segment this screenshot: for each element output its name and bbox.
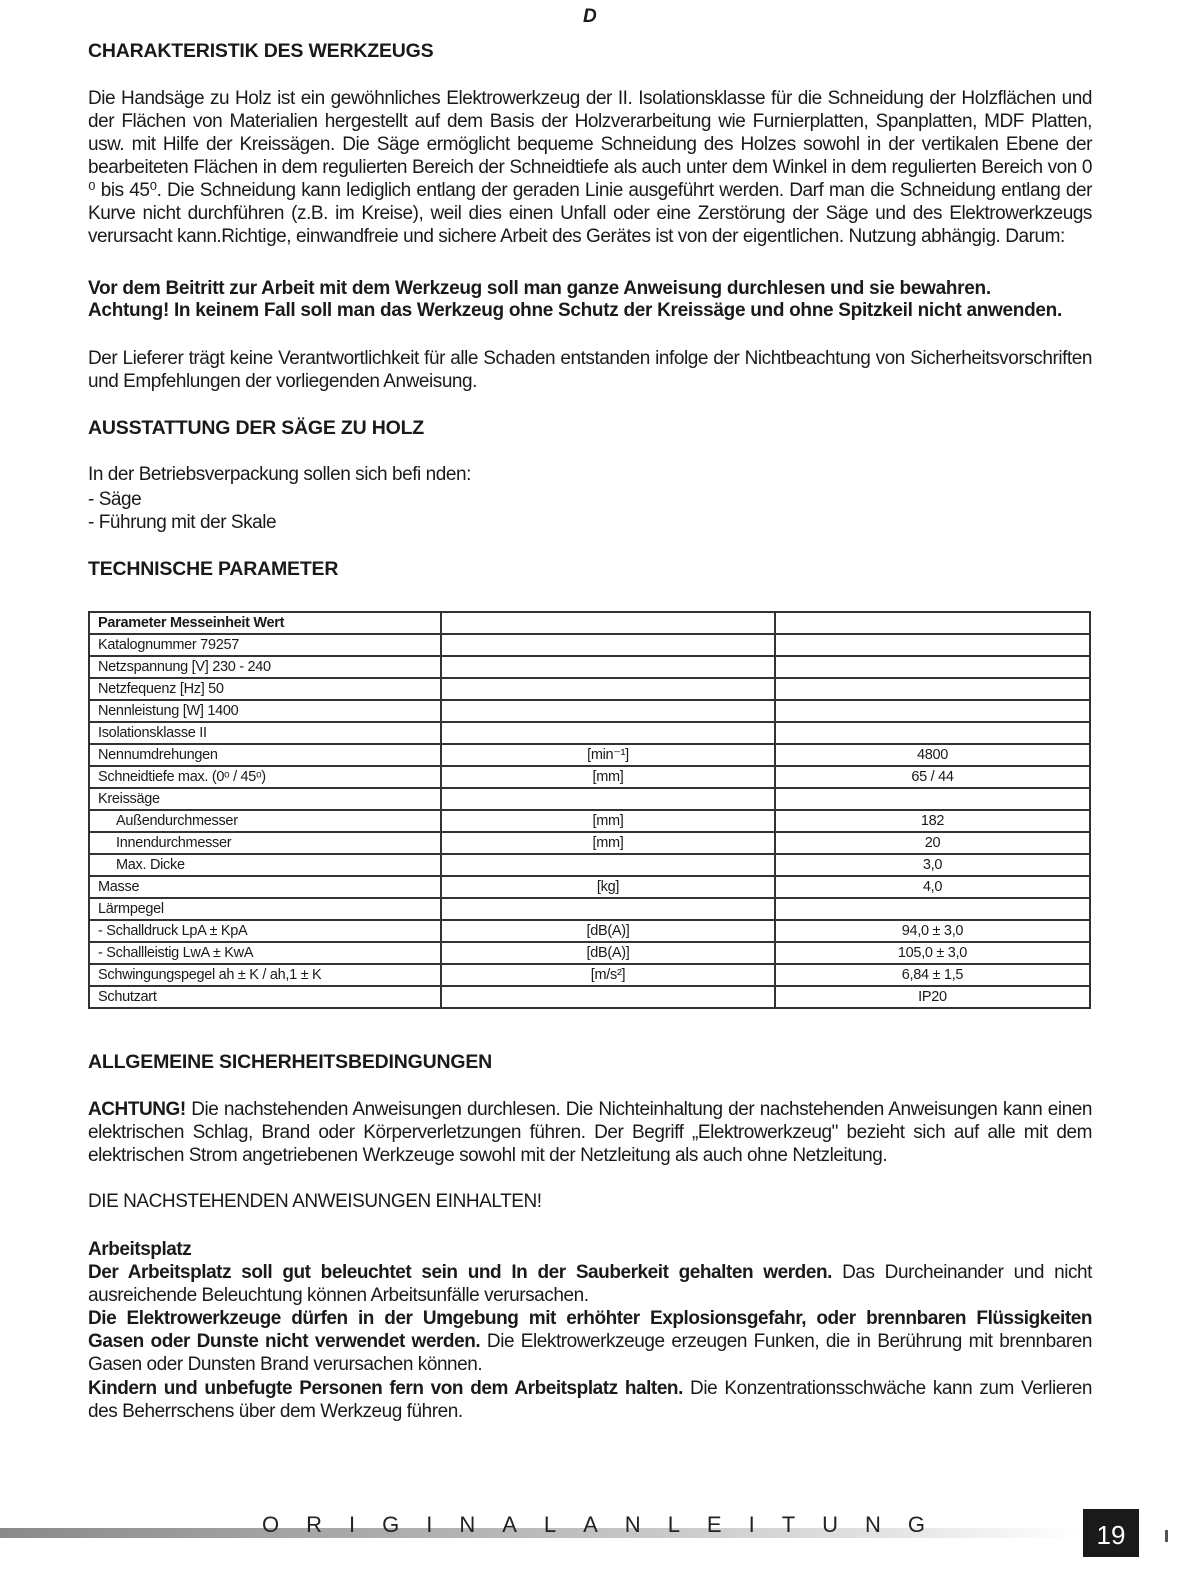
table-row bbox=[89, 942, 1090, 964]
table-row bbox=[89, 678, 1090, 700]
param-name-cell: Kreissäge bbox=[89, 788, 441, 810]
param-name-cell: Außendurchmesser bbox=[89, 810, 441, 832]
equipment-intro: In der Betriebsverpackung sollen sich befi nden: bbox=[88, 464, 471, 485]
param-value-cell bbox=[775, 634, 1090, 656]
table-header-empty-cell bbox=[441, 612, 775, 634]
param-value-cell: 65 / 44 bbox=[775, 766, 1090, 788]
param-unit-cell: [mm] bbox=[441, 832, 775, 854]
table-row bbox=[89, 832, 1090, 854]
workplace-rule-1 bbox=[88, 1261, 1092, 1307]
param-unit-cell: [mm] bbox=[441, 766, 775, 788]
table-row bbox=[89, 744, 1090, 766]
workplace-rule-3 bbox=[88, 1377, 1092, 1423]
workplace-rule-1-text: Das Durcheinander und nicht ausreichende Beleuchtung können Arbeitsunfälle verursachen. bbox=[88, 1262, 1092, 1306]
table-row bbox=[89, 700, 1090, 722]
table-header-empty-cell bbox=[775, 612, 1090, 634]
param-name-cell: Innendurchmesser bbox=[89, 832, 441, 854]
table-row bbox=[89, 788, 1090, 810]
param-unit-cell bbox=[441, 700, 775, 722]
param-unit-cell bbox=[441, 656, 775, 678]
equipment-item-guide: - Führung mit der Skale bbox=[88, 512, 277, 533]
param-name-cell: Schutzart bbox=[89, 986, 441, 1008]
param-value-cell: 4800 bbox=[775, 744, 1090, 766]
warning-read-instructions: Vor dem Beitritt zur Arbeit mit dem Werkzeug soll man ganze Anweisung durchlesen und sie bewahren. bbox=[88, 278, 991, 299]
param-unit-cell: [dB(A)] bbox=[441, 942, 775, 964]
workplace-rule-3-text: Die Konzentrationsschwäche kann zum Verlieren des Beherrschens über dem Werkzeug führen. bbox=[88, 1378, 1092, 1422]
liability-text: Der Lieferer trägt keine Verantwortlichkeit für alle Schaden entstanden infolge der Nichtbeachtung von Sicherheitsvorschriften und Empfehlungen der vorliegenden Anweisung. bbox=[88, 348, 1092, 392]
param-unit-cell bbox=[441, 722, 775, 744]
param-name-cell: - Schalldruck LpA ± KpA bbox=[89, 920, 441, 942]
table-row bbox=[89, 722, 1090, 744]
workplace-rule-2-text: Die Elektrowerkzeuge erzeugen Funken, die in Berührung mit brennbaren Gasen oder Dunsten Brand verursachen können. bbox=[88, 1331, 1092, 1375]
param-unit-cell bbox=[441, 898, 775, 920]
param-value-cell bbox=[775, 700, 1090, 722]
param-value-cell bbox=[775, 788, 1090, 810]
table-row bbox=[89, 634, 1090, 656]
param-name-cell: Nennumdrehungen bbox=[89, 744, 441, 766]
param-name-cell: Masse bbox=[89, 876, 441, 898]
param-value-cell bbox=[775, 678, 1090, 700]
achtung-text: Die nachstehenden Anweisungen durchlesen. Die Nichteinhaltung der nachstehenden Anweisungen kann einen elektrischen Schlag, Brand oder Körperverletzungen führen. Der Begriff „Elektrowerkzeug" bezieht sich auf alle mit dem elektrischen Strom angetriebenen Werkzeuge sowohl mit der Netzleitung als auch ohne Netzleitung. bbox=[88, 1099, 1092, 1166]
workplace-rule-1-bold: Der Arbeitsplatz soll gut beleuchtet sein und In der Sauberkeit gehalten werden. bbox=[88, 1262, 832, 1283]
param-unit-cell: [dB(A)] bbox=[441, 920, 775, 942]
warning-protection: Achtung! In keinem Fall soll man das Werkzeug ohne Schutz der Kreissäge und ohne Spitzkeil nicht anwenden. bbox=[88, 300, 1062, 321]
param-value-cell bbox=[775, 898, 1090, 920]
table-row bbox=[89, 656, 1090, 678]
section-title-technical: TECHNISCHE PARAMETER bbox=[88, 558, 339, 580]
table-row bbox=[89, 920, 1090, 942]
param-unit-cell bbox=[441, 634, 775, 656]
param-name-cell: Max. Dicke bbox=[89, 854, 441, 876]
param-value-cell: 182 bbox=[775, 810, 1090, 832]
follow-instructions-text: DIE NACHSTEHENDEN ANWEISUNGEN EINHALTEN! bbox=[88, 1191, 542, 1212]
edge-mark bbox=[1165, 1530, 1168, 1542]
param-name-cell: Schwingungspegel ah ± K / ah,1 ± K bbox=[89, 964, 441, 986]
table-row bbox=[89, 986, 1090, 1008]
param-name-cell: Netzspannung [V] 230 - 240 bbox=[89, 656, 441, 678]
technical-parameters-table bbox=[88, 611, 1091, 1009]
table-row bbox=[89, 854, 1090, 876]
section-title-safety: ALLGEMEINE SICHERHEITSBEDINGUNGEN bbox=[88, 1051, 493, 1073]
achtung-paragraph bbox=[88, 1098, 1092, 1167]
achtung-label: ACHTUNG! bbox=[88, 1099, 186, 1120]
table-row bbox=[89, 766, 1090, 788]
table-row bbox=[89, 810, 1090, 832]
param-name-cell: Netzfequenz [Hz] 50 bbox=[89, 678, 441, 700]
param-name-cell: Nennleistung [W] 1400 bbox=[89, 700, 441, 722]
workplace-rule-2 bbox=[88, 1307, 1092, 1376]
param-unit-cell: [mm] bbox=[441, 810, 775, 832]
param-value-cell bbox=[775, 722, 1090, 744]
characteristics-body: Die Handsäge zu Holz ist ein gewöhnliches Elektrowerkzeug der II. Isolationsklasse für die Schneidung der Holzflächen und der Flächen von Materialien hergestellt auf dem Basis der Holzverarbeitung wie Furnierplatten, Spanplatten, MDF Platten, usw. mit Hilfe der Kreissägen. Die Säge ermöglicht bequeme Schneidung des Holzes sowohl in der vertikalen Ebene der bearbeiteten Flächen in dem regulierten Bereich der Schneidtiefe als auch unter dem Winkel in dem regulierten Bereich von 0 ⁰ bis 45⁰. Die Schneidung kann lediglich entlang der geraden Linie ausgeführt werden. Darf man die Schneidung entlang der Kurve nicht durchführen (z.B. im Kreise), weil dies einen Unfall oder eine Zerstörung der Säge und des Elektrowerkzeugs verursacht kann.Richtige, einwandfreie und sichere Arbeit des Gerätes ist von der eigentlichen. Nutzung abhängig. Darum: bbox=[88, 88, 1092, 247]
section-title-characteristics: CHARAKTERISTIK DES WERKZEUGS bbox=[88, 40, 434, 62]
page-number: 19 bbox=[1083, 1509, 1139, 1557]
workplace-heading: Arbeitsplatz bbox=[88, 1239, 192, 1260]
param-value-cell: 4,0 bbox=[775, 876, 1090, 898]
section-title-equipment: AUSSTATTUNG DER SÄGE ZU HOLZ bbox=[88, 417, 425, 439]
param-unit-cell: [m/s²] bbox=[441, 964, 775, 986]
table-row bbox=[89, 876, 1090, 898]
language-code: D bbox=[583, 6, 597, 27]
param-value-cell: 94,0 ± 3,0 bbox=[775, 920, 1090, 942]
param-value-cell: 6,84 ± 1,5 bbox=[775, 964, 1090, 986]
param-unit-cell bbox=[441, 678, 775, 700]
param-name-cell: Lärmpegel bbox=[89, 898, 441, 920]
table-row bbox=[89, 964, 1090, 986]
param-value-cell: 3,0 bbox=[775, 854, 1090, 876]
param-name-cell: - Schallleistig LwA ± KwA bbox=[89, 942, 441, 964]
workplace-rule-3-bold: Kindern und unbefugte Personen fern von dem Arbeitsplatz halten. bbox=[88, 1378, 683, 1399]
workplace-rule-2-bold: Die Elektrowerkzeuge dürfen in der Umgebung mit erhöhter Explosionsgefahr, oder brennbaren Flüssigkeiten Gasen oder Dunste nicht verwendet werden. bbox=[88, 1308, 1092, 1352]
param-value-cell bbox=[775, 656, 1090, 678]
param-unit-cell bbox=[441, 854, 775, 876]
param-unit-cell: [kg] bbox=[441, 876, 775, 898]
equipment-item-saw: - Säge bbox=[88, 489, 142, 510]
param-unit-cell bbox=[441, 788, 775, 810]
table-header-cell: Parameter Messeinheit Wert bbox=[89, 612, 441, 634]
table-row bbox=[89, 898, 1090, 920]
param-value-cell: 20 bbox=[775, 832, 1090, 854]
footer-title: ORIGINALANLEITUNG bbox=[262, 1512, 953, 1537]
param-name-cell: Schneidtiefe max. (0ᵒ / 45ᵒ) bbox=[89, 766, 441, 788]
param-unit-cell bbox=[441, 986, 775, 1008]
param-value-cell: IP20 bbox=[775, 986, 1090, 1008]
param-unit-cell: [min⁻¹] bbox=[441, 744, 775, 766]
param-value-cell: 105,0 ± 3,0 bbox=[775, 942, 1090, 964]
table-header-row bbox=[89, 612, 1090, 634]
param-name-cell: Isolationsklasse II bbox=[89, 722, 441, 744]
param-name-cell: Katalognummer 79257 bbox=[89, 634, 441, 656]
